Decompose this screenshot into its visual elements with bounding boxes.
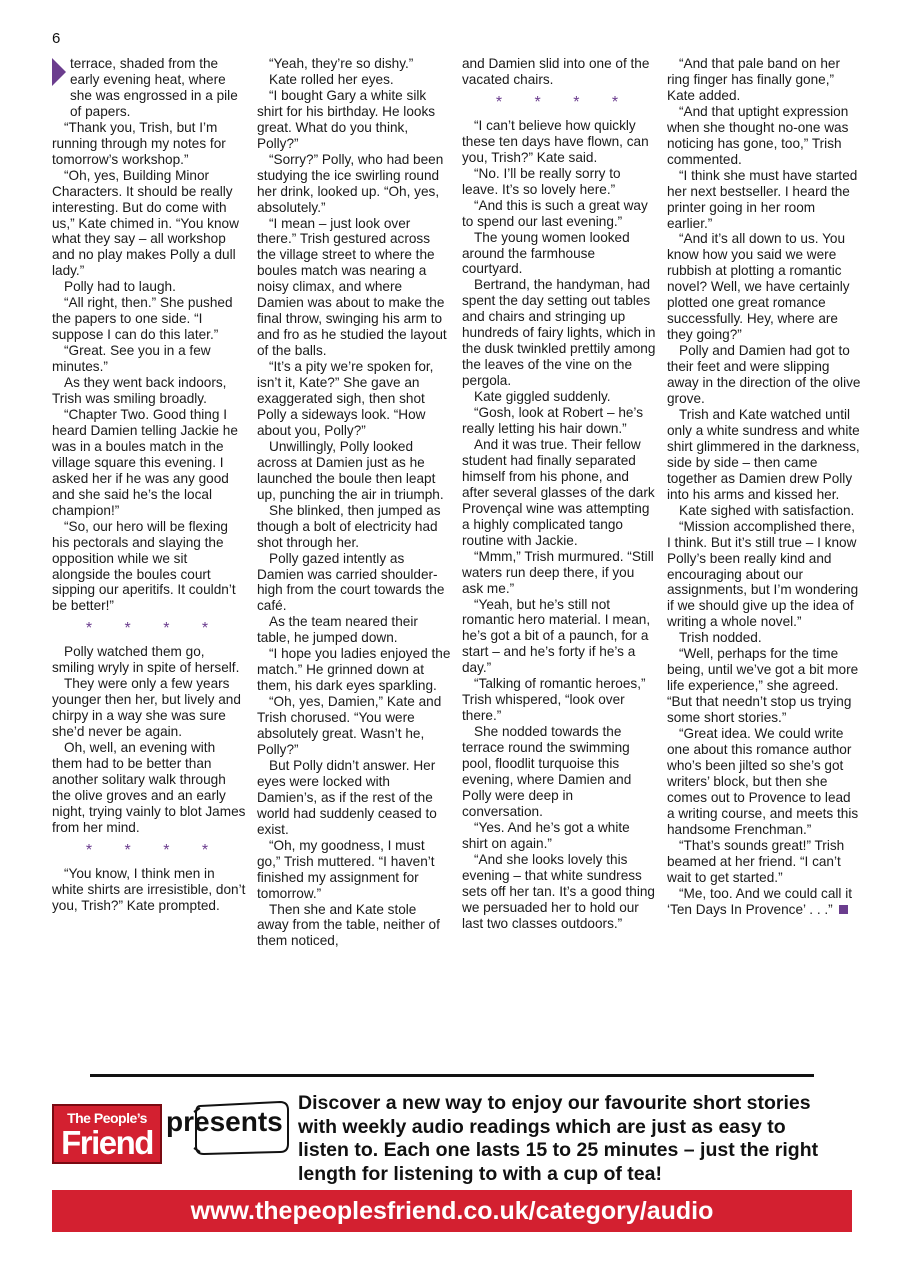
story-paragraph: “Yes. And he’s got a white shirt on again.” [462, 819, 630, 851]
story-paragraph: Polly and Damien had got to their feet and were slipping away in the direction of the olive grove. [667, 343, 861, 407]
story-paragraph: terrace, shaded from the early evening heat, where she was engrossed in a pile of papers. [70, 56, 238, 119]
story-paragraph: Oh, well, an evening with them had to be better than another solitary walk through the olive groves and an early night, trying vainly to blot James from her mind. [52, 740, 246, 835]
audio-url-link[interactable]: www.thepeoplesfriend.co.uk/category/audio [190, 1197, 714, 1225]
story-paragraph: “It’s a pity we’re spoken for, isn’t it, Kate?” She gave an exaggerated sigh, then shot Polly a sideways look. “How about you, Polly?” [257, 359, 434, 438]
peoples-friend-logo [52, 1104, 162, 1164]
story-paragraph: “I mean – just look over there.” Trish gestured across the village street to where the boules match was nearing a noisy climax, and where Damien was about to make the final throw, swinging his arm to and fro as he studied the layout of the balls. [257, 215, 447, 359]
story-paragraph: “Oh, yes, Building Minor Characters. It should be really interesting. But do come with us,” Kate chimed in. “You know what they say – all workshop and no play makes Polly a dull lady.” [52, 167, 239, 279]
story-paragraph: Polly gazed intently as Damien was carried shoulder-high from the court towards the café. [257, 550, 445, 614]
story-paragraph: “And that pale band on her ring finger has finally gone,” Kate added. [667, 56, 840, 103]
story-column-2 [257, 56, 451, 949]
story-paragraph: “And she looks lovely this evening – that white sundress sets off her tan. It’s a good thing we persuaded her to hold our last two classes outdoors.” [462, 851, 655, 931]
story-paragraph: Kate rolled her eyes. [269, 71, 394, 87]
story-paragraph: Trish nodded. [679, 630, 762, 646]
story-paragraph: “Great idea. We could write one about this romance author who’s been jilted so she’s got writers’ block, but then she comes out to Provence to lead a writing course, and meets this handsome Frenchman.” [667, 726, 859, 837]
story-opening [52, 56, 246, 120]
story-paragraph: They were only a few years younger then her, but lively and chirpy in a way she was sure she’d never be again. [52, 676, 241, 740]
story-paragraph: Kate sighed with satisfaction. [679, 502, 855, 518]
story-paragraph: “Yeah, they’re so dishy.” [269, 56, 414, 71]
audio-url-banner[interactable] [52, 1190, 852, 1232]
story-paragraph: She nodded towards the terrace round the swimming pool, floodlit turquoise this evening, where Damien and Polly were deep in conversation. [462, 724, 632, 819]
story-paragraph: Bertrand, the handyman, had spent the day setting out tables and chairs and stringing up hundreds of fairy lights, which in the dusk twinkled prettily among the leaves of the vine on the pergola. [462, 277, 656, 389]
story-paragraph: “Yeah, but he’s still not romantic hero material. I mean, he’s got a bit of a paunch, for a start – and he’s forty if he’s a day.” [462, 596, 651, 676]
end-of-story-icon [839, 905, 848, 914]
story-paragraph: “Well, perhaps for the time being, until we’ve got a bit more life experience,” she agreed. “But that needn’t stop us trying some short stories.” [667, 646, 859, 726]
story-ending-text: “Me, too. And we could call it ‘Ten Days In Provence’ . . .” [667, 885, 853, 917]
section-separator: * * * * [85, 841, 223, 859]
triangle-marker-icon [52, 58, 66, 86]
story-column-4 [667, 56, 861, 917]
section-separator: * * * * [495, 93, 633, 111]
story-paragraph: “And this is such a great way to spend our last evening.” [462, 197, 648, 229]
story-paragraph: “Talking of romantic heroes,” Trish whispered, “look over there.” [462, 676, 646, 724]
story-paragraph: “All right, then.” She pushed the papers to one side. “I suppose I can do this later.” [52, 295, 233, 343]
story-paragraph: Trish and Kate watched until only a white sundress and white shirt glimmered in the darkness, side by side – then came together as Damien drew Polly into his arms and kissed her. [667, 406, 860, 502]
story-columns [0, 56, 905, 1056]
story-paragraph: Unwillingly, Polly looked across at Damien just as he launched the boule then leapt up, punching the air in triumph. [257, 438, 444, 502]
story-paragraph: “No. I’ll be really sorry to leave. It’s so lovely here.” [462, 165, 621, 197]
story-paragraph: “I think she must have started her next bestseller. I heard the printer going in her room earlier.” [667, 167, 858, 231]
story-paragraph: Kate giggled suddenly. [474, 389, 611, 405]
story-paragraph: Then she and Kate stole away from the table, neither of them noticed, [257, 901, 440, 949]
story-paragraph: “I hope you ladies enjoyed the match.” He grinned down at them, his dark eyes sparkling. [257, 646, 451, 694]
story-paragraph: “Oh, yes, Damien,” Kate and Trish chorused. “You were absolutely great. Wasn’t he, Polly?” [257, 694, 442, 757]
story-paragraph: “Mission accomplished there, I think. But it’s still true – I know Polly’s been really kind and encouraging about our assignments, but I’m wondering if we should give up the idea of writing a whole novel.” [667, 518, 859, 630]
logo-line-2: Friend [61, 1124, 153, 1161]
story-paragraph: “Thank you, Trish, but I’m running through my notes for tomorrow’s workshop.” [52, 119, 226, 167]
story-paragraph: “Great. See you in a few minutes.” [52, 343, 211, 375]
story-paragraph: As the team neared their table, he jumped down. [257, 614, 418, 646]
story-paragraph: “So, our hero will be flexing his pectorals and slaying the opposition while we sit alongside the boules court sipping our aperitifs. It couldn’t be better!” [52, 518, 236, 614]
story-paragraph: But Polly didn’t answer. Her eyes were locked with Damien’s, as if the rest of the world had suddenly ceased to exist. [257, 757, 437, 837]
story-paragraph: “Sorry?” Polly, who had been studying the ice swirling round her drink, looked up. “Oh, yes, absolutely.” [257, 151, 444, 215]
story-paragraph: “I can’t believe how quickly these ten days have flown, can you, Trish?” Kate said. [462, 117, 649, 165]
presents-label: presents [166, 1106, 283, 1137]
story-paragraph: She blinked, then jumped as though a bolt of electricity had shot through her. [257, 502, 441, 550]
story-column-3 [462, 56, 656, 932]
story-paragraph: “Chapter Two. Good thing I heard Damien telling Jackie he was in a boules match in the village square this evening. I asked her if he was any good and she said he’s the local champion!” [52, 406, 238, 518]
story-paragraph: “And it’s all down to us. You know how you said we were rubbish at plotting a romantic novel? Well, we have certainly plotted one great romance successfully. Hey, where are they going?” [667, 231, 850, 343]
page-number: 6 [52, 30, 61, 47]
story-paragraph: Polly had to laugh. [64, 279, 176, 295]
story-paragraph [667, 886, 861, 918]
story-paragraph: “You know, I think men in white shirts are irresistible, don’t you, Trish?” Kate prompted. [52, 865, 246, 913]
story-paragraph: and Damien slid into one of the vacated chairs. [462, 56, 650, 87]
story-paragraph: “Gosh, look at Robert – he’s really letting his hair down.” [462, 405, 644, 437]
story-paragraph: “That’s sounds great!” Trish beamed at her friend. “I can’t wait to get started.” [667, 837, 845, 885]
logo-line-1: The People’s [67, 1110, 147, 1126]
divider-rule [90, 1074, 814, 1077]
story-paragraph: “Mmm,” Trish murmured. “Still waters run deep there, if you ask me.” [462, 548, 654, 596]
audio-promo-text: Discover a new way to enjoy our favourite short stories with weekly audio readings which are just as easy to listen to. Each one lasts 15 to 25 minutes – just the right length for listening to with a cup of tea! [298, 1092, 819, 1185]
story-column-1 [52, 56, 246, 914]
story-paragraph: The young women looked around the farmhouse courtyard. [462, 229, 630, 277]
story-paragraph: As they went back indoors, Trish was smiling broadly. [52, 375, 227, 407]
story-paragraph: “Oh, my goodness, I must go,” Trish muttered. “I haven’t finished my assignment for tomorrow.” [257, 837, 435, 901]
story-paragraph: “I bought Gary a white silk shirt for his birthday. He looks great. What do you think, Polly?” [257, 87, 436, 151]
story-paragraph: Polly watched them go, smiling wryly in spite of herself. [52, 644, 240, 676]
story-paragraph: “And that uptight expression when she thought no-one was noticing has gone, too,” Trish commented. [667, 103, 849, 167]
story-paragraph: And it was true. Their fellow student had finally separated himself from his phone, and after several glasses of the dark Provençal wine was attempting a highly complicated tango routine with Jackie. [462, 436, 655, 548]
section-separator: * * * * [85, 620, 223, 638]
